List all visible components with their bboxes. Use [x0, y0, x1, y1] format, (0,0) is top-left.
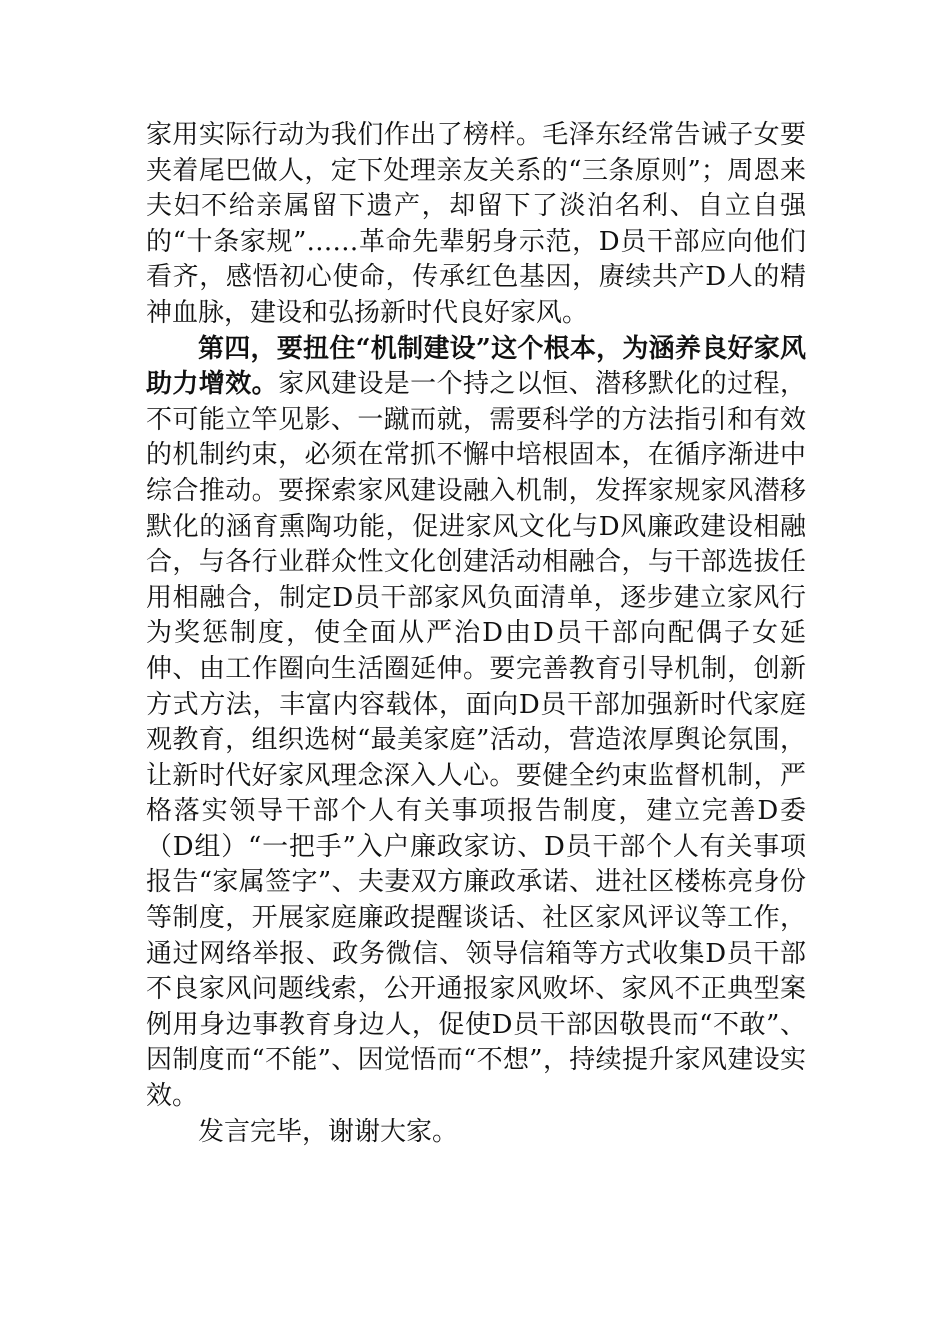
section-four-body: 家风建设是一个持之以恒、潜移默化的过程，不可能立竿见影、一蹴而就，需要科学的方法指引和有效的机制约束，必须在常抓不懈中培根固本，在循序渐进中综合推动。要探索家风建设融入机制，发挥家规家风潜移默化的涵育熏陶功能，促进家风文化与D风廉政建设相融合，与各行业群众性文化创建活动相融合，与干部选拔任用相融合，制定D员干部家风负面清单，逐步建立家风行为奖惩制度，使全面从严治D由D员干部向配偶子女延伸、由工作圈向生活圈延伸。要完善教育引导机制，创新方式方法，丰富内容载体，面向D员干部加强新时代家庭观教育，组织选树“最美家庭”活动，营造浓厚舆论氛围，让新时代好家风理念深入人心。要健全约束监督机制，严格落实领导干部个人有关事项报告制度，建立完善D委（D组）“一把手”入户廉政家访、D员干部个人有关事项报告“家属签字”、夫妻双方廉政承诺、进社区楼栋亮身份等制度，开展家庭廉政提醒谈话、社区家风评议等工作，通过网络举报、政务微信、领导信箱等方式收集D员干部不良家风问题线索，公开通报家风败坏、家风不正典型案例用身边事教育身边人，促使D员干部因敬畏而“不敢”、因制度而“不能”、因觉悟而“不想”，持续提升家风建设实效。: [146, 369, 806, 1112]
paragraph-section-four: [146, 332, 806, 1115]
section-four-heading: 第四，要扭住“机制建设”这个根本，为涵养良好家风助力增效。: [146, 333, 806, 400]
closing-remark: 发言完毕，谢谢大家。: [198, 1116, 459, 1147]
paragraph-continuation: 家用实际行动为我们作出了榜样。毛泽东经常告诫子女要夹着尾巴做人，定下处理亲友关系的“三条原则”；周恩来夫妇不给亲属留下遗产，却留下了淡泊名利、自立自强的“十条家规”……革命先辈躬身示范，D员干部应向他们看齐，感悟初心使命，传承红色基因，赓续共产D人的精神血脉，建设和弘扬新时代良好家风。: [146, 120, 806, 328]
document-page: [146, 118, 806, 1150]
